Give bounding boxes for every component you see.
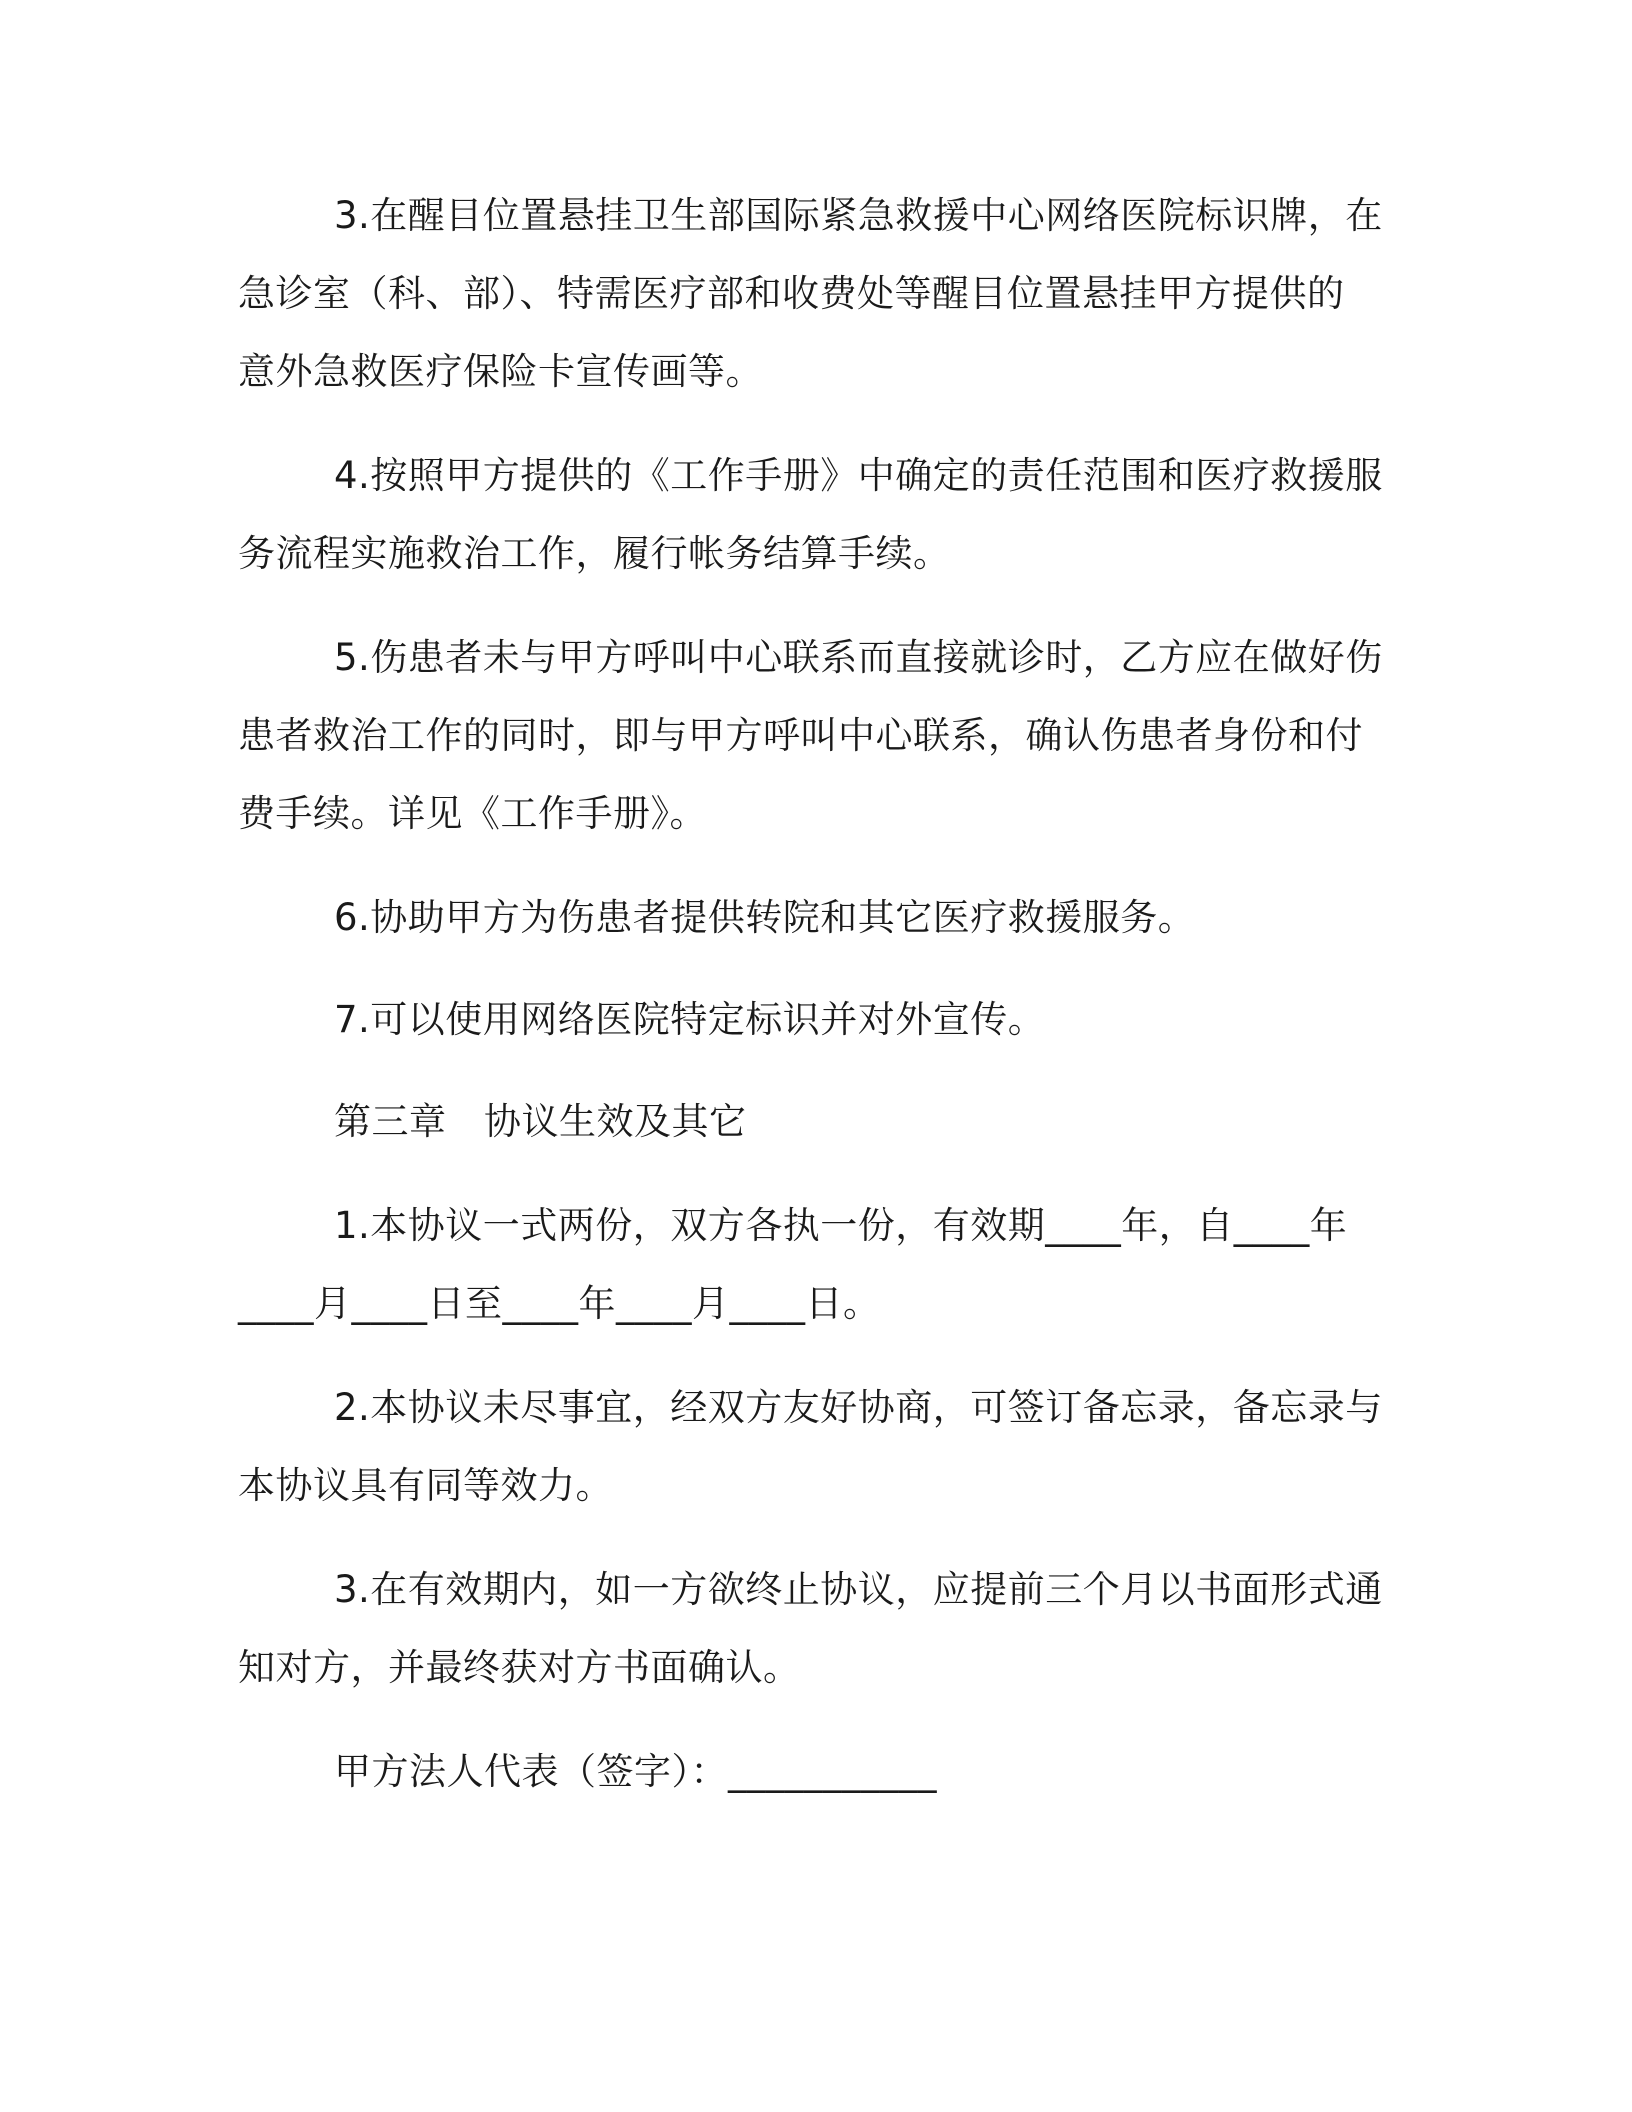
signature-line: 甲方法人代表（签字）：___________ bbox=[334, 1750, 937, 1793]
chapter-3-paragraph-1-line-1: 1.本协议一式两份，双方各执一份，有效期____年，自____年 bbox=[334, 1204, 1348, 1247]
chapter-3-paragraph-2-line-1: 2.本协议未尽事宜，经双方友好协商，可签订备忘录，备忘录与 bbox=[334, 1386, 1383, 1429]
paragraph-6: 6.协助甲方为伤患者提供转院和其它医疗救援服务。 bbox=[334, 896, 1196, 939]
paragraph-4-line-2: 务流程实施救治工作，履行帐务结算手续。 bbox=[238, 532, 951, 575]
paragraph-7: 7.可以使用网络医院特定标识并对外宣传。 bbox=[334, 998, 1046, 1041]
paragraph-5-line-2: 患者救治工作的同时，即与甲方呼叫中心联系，确认伤患者身份和付 bbox=[238, 714, 1363, 757]
paragraph-4-line-1: 4.按照甲方提供的《工作手册》中确定的责任范围和医疗救援服 bbox=[334, 454, 1383, 497]
chapter-heading: 第三章 协议生效及其它 bbox=[334, 1100, 747, 1143]
paragraph-3-line-2: 急诊室（科、部）、特需医疗部和收费处等醒目位置悬挂甲方提供的 bbox=[238, 272, 1345, 315]
paragraph-5-line-1: 5.伤患者未与甲方呼叫中心联系而直接就诊时，乙方应在做好伤 bbox=[334, 636, 1383, 679]
chapter-3-paragraph-1-line-2: ____月____日至____年____月____日。 bbox=[238, 1282, 881, 1325]
chapter-3-paragraph-2-line-2: 本协议具有同等效力。 bbox=[238, 1464, 613, 1507]
paragraph-3-line-3: 意外急救医疗保险卡宣传画等。 bbox=[238, 350, 763, 393]
paragraph-3-line-1: 3.在醒目位置悬挂卫生部国际紧急救援中心网络医院标识牌，在 bbox=[334, 194, 1383, 237]
paragraph-5-line-3: 费手续。详见《工作手册》。 bbox=[238, 792, 707, 835]
chapter-3-paragraph-3-line-2: 知对方，并最终获对方书面确认。 bbox=[238, 1646, 801, 1689]
chapter-3-paragraph-3-line-1: 3.在有效期内，如一方欲终止协议，应提前三个月以书面形式通 bbox=[334, 1568, 1383, 1611]
